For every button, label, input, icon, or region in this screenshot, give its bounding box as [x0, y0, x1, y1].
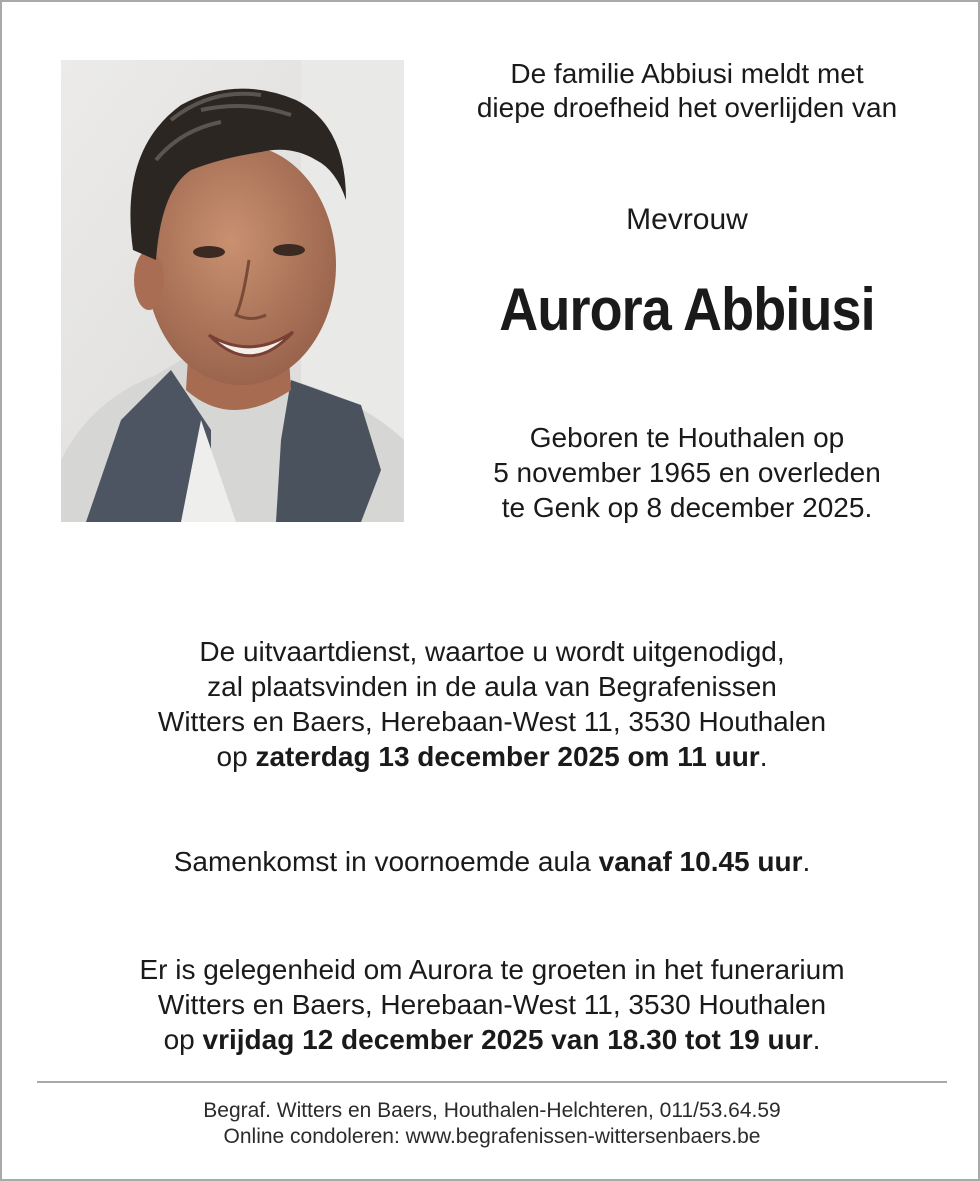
gathering-time: vanaf 10.45 uur [598, 846, 803, 877]
viewing-date-prefix: op [163, 1024, 203, 1055]
viewing-date: vrijdag 12 december 2025 van 18.30 tot 19 uur [202, 1024, 813, 1055]
honorific: Mevrouw [626, 203, 748, 236]
viewing-line: Witters en Baers, Herebaan-West 11, 3530 Houthalen [157, 989, 827, 1020]
gathering-suffix: . [802, 846, 811, 877]
viewing-date-line [2, 1022, 980, 1057]
footer [2, 1098, 980, 1150]
viewing-date-suffix: . [812, 1024, 821, 1055]
ceremony-date-line [2, 739, 980, 774]
birth-line: Geboren te Houthalen op [529, 422, 845, 453]
footer-divider [37, 1081, 947, 1083]
ceremony-date-prefix: op [216, 741, 256, 772]
intro-line: De familie Abbiusi meldt met [510, 58, 864, 89]
intro-line: diepe droefheid het overlijden van [476, 92, 898, 123]
ceremony-date: zaterdag 13 december 2025 om 11 uur [255, 741, 760, 772]
funeral-home-contact: Begraf. Witters en Baers, Houthalen-Helchteren, 011/53.64.59 [203, 1099, 781, 1122]
birth-line: te Genk op 8 december 2025. [501, 492, 873, 523]
online-condolence-link[interactable]: Online condoleren: www.begrafenissen-wittersenbaers.be [223, 1125, 761, 1148]
gathering-prefix: Samenkomst in voornoemde aula [173, 846, 599, 877]
portrait-photo [61, 60, 404, 522]
birth-death-text [422, 420, 952, 525]
viewing-line: Er is gelegenheid om Aurora te groeten in het funerarium [139, 954, 845, 985]
intro-text [422, 57, 952, 125]
birth-line: 5 november 1965 en overleden [493, 457, 881, 488]
deceased-name: Aurora Abbiusi [499, 276, 875, 343]
ceremony-text [2, 634, 980, 774]
ceremony-line: Witters en Baers, Herebaan-West 11, 3530 Houthalen [157, 706, 827, 737]
viewing-text [2, 952, 980, 1057]
ceremony-line: De uitvaartdienst, waartoe u wordt uitgenodigd, [199, 636, 785, 667]
gathering-text [2, 844, 980, 879]
ceremony-line: zal plaatsvinden in de aula van Begrafenissen [207, 671, 777, 702]
ceremony-date-suffix: . [759, 741, 768, 772]
